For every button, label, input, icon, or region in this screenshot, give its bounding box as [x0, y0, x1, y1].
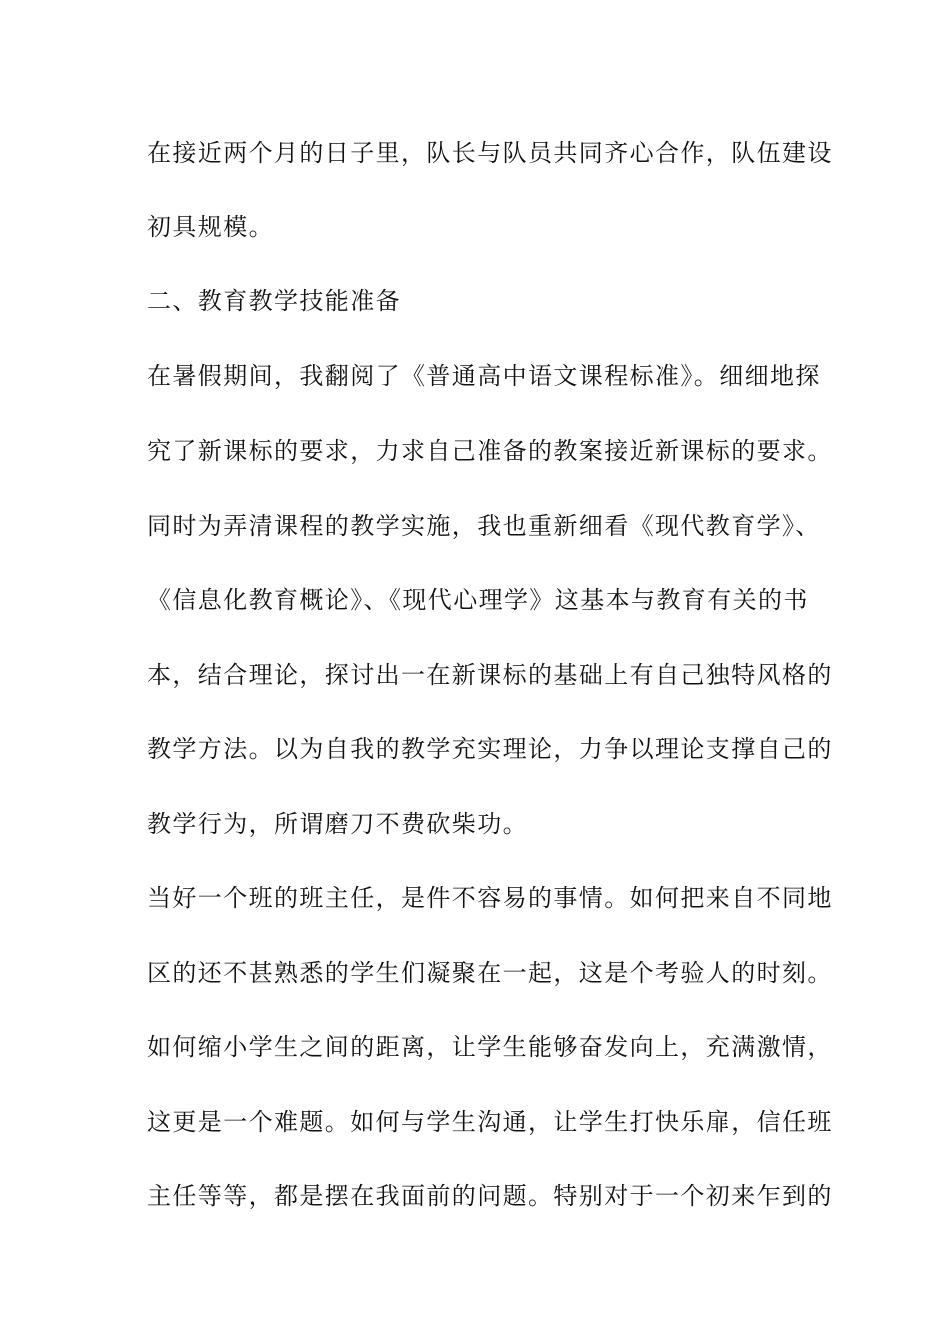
- text-line: 在接近两个月的日子里，队长与队员共同齐心合作，队伍建设: [147, 139, 833, 167]
- text-line: 《信息化教育概论》、《现代心理学》这基本与教育有关的书: [147, 586, 809, 614]
- text-line: 初具规模。: [147, 213, 274, 241]
- text-line: 究了新课标的要求，力求自己准备的教案接近新课标的要求。: [147, 437, 833, 465]
- text-line: 这更是一个难题。如何与学生沟通，让学生打快乐扉，信任班: [147, 1108, 833, 1136]
- text-line: 区的还不甚熟悉的学生们凝聚在一起，这是个考验人的时刻。: [147, 959, 833, 987]
- text-line: 同时为弄清课程的教学实施，我也重新细看《现代教育学》、: [147, 512, 821, 540]
- section-heading: 二、教育教学技能准备: [147, 287, 401, 315]
- text-line: 本，结合理论，探讨出一在新课标的基础上有自己独特风格的: [147, 661, 833, 689]
- text-line: 教学方法。以为自我的教学充实理论，力争以理论支撑自己的: [147, 735, 833, 763]
- text-line: 如何缩小学生之间的距离，让学生能够奋发向上，充满激情，: [147, 1033, 833, 1061]
- text-line: 在暑假期间，我翻阅了《普通高中语文课程标准》。细细地探: [147, 362, 821, 390]
- text-line: 当好一个班的班主任，是件不容易的事情。如何把来自不同地: [147, 884, 833, 912]
- text-line: 教学行为，所谓磨刀不费砍柴功。: [147, 810, 528, 838]
- text-line: 主任等等，都是摆在我面前的问题。特别对于一个初来乍到的: [147, 1182, 833, 1210]
